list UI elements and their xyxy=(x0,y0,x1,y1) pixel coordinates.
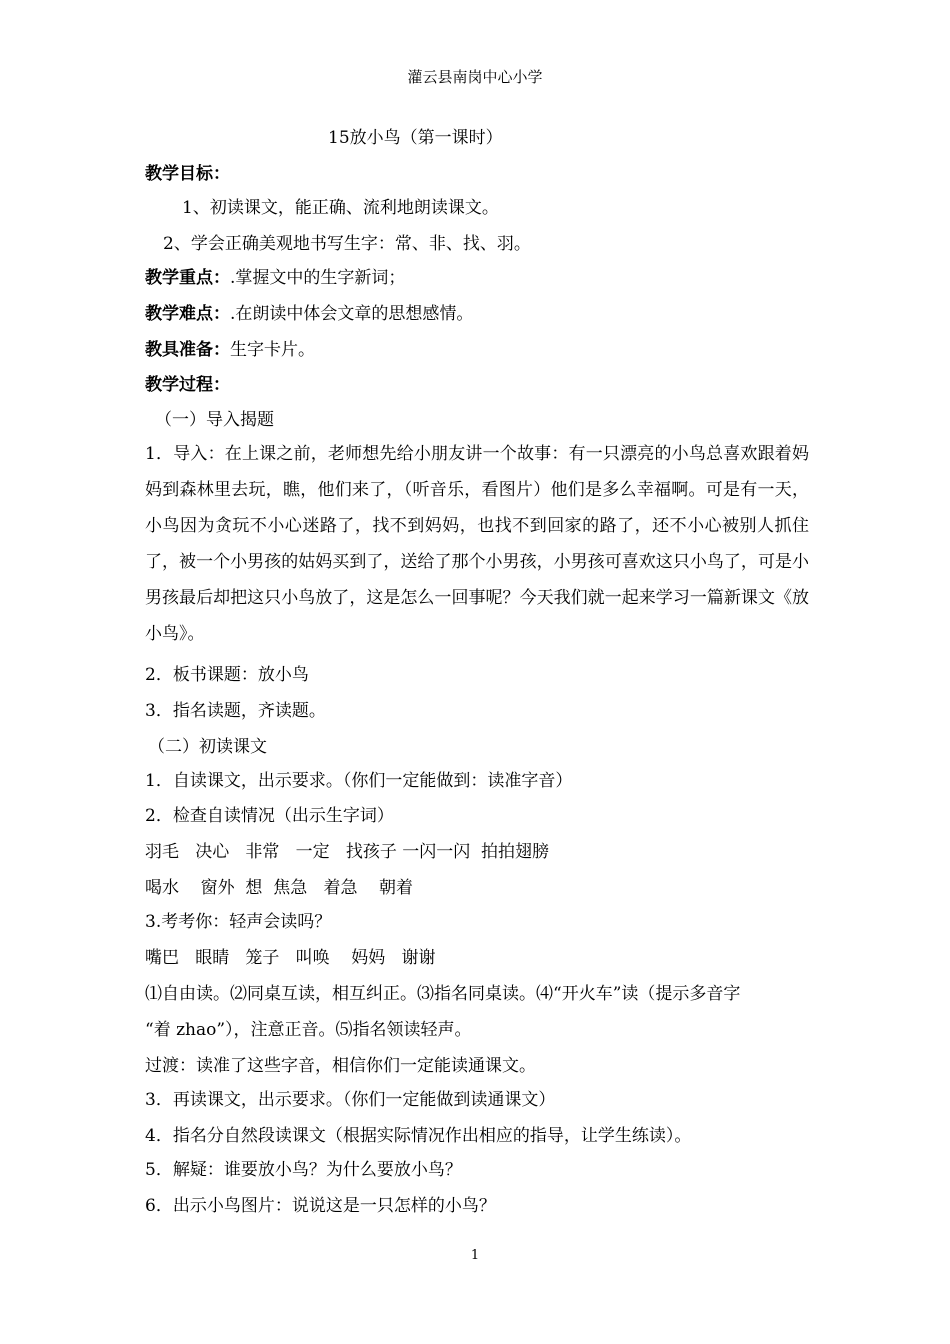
process-heading: 教学过程： xyxy=(145,375,230,395)
objective-1: 1、初读课文，能正确、流利地朗读课文。 xyxy=(182,198,499,218)
document-title: 15放小鸟（第一课时） xyxy=(328,128,503,148)
page-number: 1 xyxy=(470,1248,480,1263)
objectives-heading: 教学目标： xyxy=(145,164,230,184)
key-point xyxy=(145,266,405,290)
section-1-heading: （一）导入揭题 xyxy=(155,410,274,430)
difficulty xyxy=(145,302,473,326)
read-6: 6．出示小鸟图片：说说这是一只怎样的小鸟？ xyxy=(145,1196,496,1216)
read-2: 2．检查自读情况（出示生字词） xyxy=(145,806,394,826)
intro-paragraph: 1．导入：在上课之前，老师想先给小朋友讲一个故事：有一只漂亮的小鸟总喜欢跟着妈妈到森林里去玩，瞧，他们来了，（听音乐，看图片）他们是多么幸福啊。可是有一天，小鸟因为贪玩不小心迷路了，找不到妈妈，也找不到回家的路了，还不小心被别人抓住了，被一个小男孩的姑妈买到了，送给了那个小男孩，小男孩可喜欢这只小鸟了，可是小男孩最后却把这只小鸟放了，这是怎么一回事呢？今天我们就一起来学习一篇新课文《放小鸟》。 xyxy=(145,444,809,644)
method-line-1: ⑴自由读。⑵同桌互读，相互纠正。⑶指名同桌读。⑷“开火车”读（提示多音字 xyxy=(145,984,741,1004)
method-line-2: “着 zhao”），注意正音。⑸指名领读轻声。 xyxy=(145,1020,472,1040)
step-3: 3．指名读题，齐读题。 xyxy=(145,701,326,721)
read-5: 5．解疑：谁要放小鸟？为什么要放小鸟？ xyxy=(145,1160,462,1180)
quiz-line: 3.考考你：轻声会读吗？ xyxy=(145,912,332,932)
words-line-1: 羽毛 决心 非常 一定 找孩子 一闪一闪 拍拍翅膀 xyxy=(145,842,550,862)
difficulty-label: 教学难点： xyxy=(145,304,230,324)
difficulty-text: .在朗读中体会文章的思想感情。 xyxy=(230,304,474,324)
words-line-2: 喝水 窗外 想 焦急 着急 朝着 xyxy=(145,878,414,898)
transition-line: 过渡：读准了这些字音，相信你们一定能读通课文。 xyxy=(145,1056,536,1076)
key-point-text: .掌握文中的生字新词； xyxy=(230,268,406,288)
read-1: 1．自读课文，出示要求。（你们一定能做到：读准字音） xyxy=(145,771,573,791)
step-2: 2．板书课题：放小鸟 xyxy=(145,665,309,685)
materials-label: 教具准备： xyxy=(145,340,230,360)
section-2-heading: （二）初读课文 xyxy=(148,737,267,757)
materials xyxy=(145,338,315,362)
read-3: 3．再读课文，出示要求。（你们一定能做到读通课文） xyxy=(145,1090,556,1110)
materials-text: 生字卡片。 xyxy=(230,340,315,360)
words-line-3: 嘴巴 眼睛 笼子 叫唤 妈妈 谢谢 xyxy=(145,948,436,968)
page-header: 灌云县南岗中心小学 xyxy=(407,68,543,86)
objective-2: 2、学会正确美观地书写生字：常、非、找、羽。 xyxy=(163,234,531,254)
read-4: 4．指名分自然段读课文（根据实际情况作出相应的指导，让学生练读）。 xyxy=(145,1126,692,1146)
key-point-label: 教学重点： xyxy=(145,268,230,288)
